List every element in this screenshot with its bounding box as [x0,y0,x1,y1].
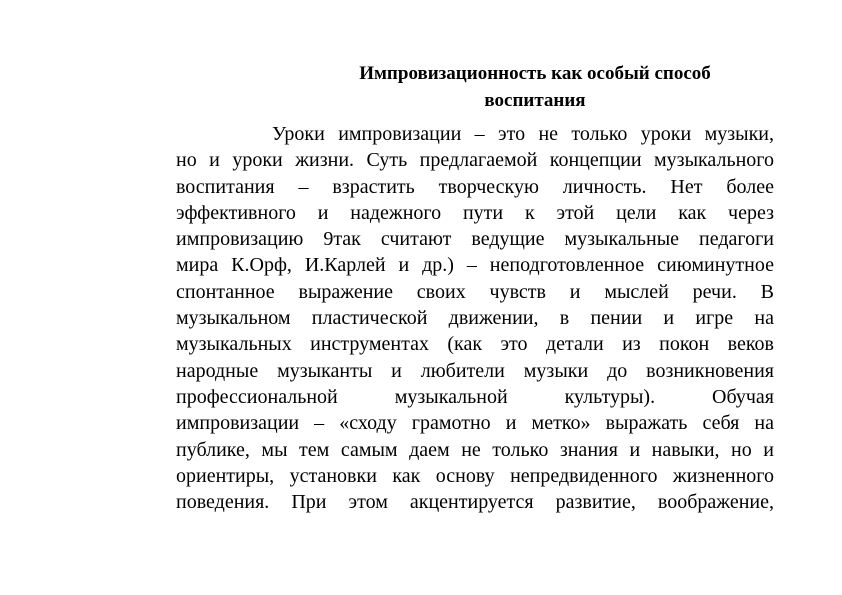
paragraph-line: профессиональной музыкальной культуры). Обучая [176,385,774,408]
paragraph-line: спонтанное выражение своих чувств и мыслей речи. В [176,280,774,303]
paragraph-line: импровизацию 9так считают ведущие музыкальные педагоги [176,228,774,251]
document-title [300,60,770,114]
paragraph-line: воспитания – взрастить творческую личность. Нет более [176,175,774,198]
paragraph-line: эффективного и надежного пути к этой цели как через [176,201,774,224]
title-line-1: Импровизационность как особый способ [359,63,711,84]
paragraph-line: ориентиры, установки как основу непредвиденного жизненного [176,464,774,487]
paragraph-line: Уроки импровизации – это не только уроки музыки, [272,123,774,145]
paragraph-line: музыкальном пластической движении, в пении и игре на [176,307,774,330]
title-line-2: воспитания [484,90,586,111]
paragraph-line: но и уроки жизни. Суть предлагаемой концепции музыкального [176,149,774,172]
paragraph-line: публике, мы тем самым даем не только знания и навыки, но и [176,438,774,461]
paragraph-line: музыкальных инструментах (как это детали из покон веков [176,333,774,356]
paragraph-line: импровизации – «сходу грамотно и метко» выражать себя на [176,412,774,435]
paragraph-line: мира К.Орф, И.Карлей и др.) – неподготовленное сиюминутное [176,254,774,277]
body-paragraph [176,121,774,515]
paragraph-line: народные музыканты и любители музыки до возникновения [176,359,774,382]
paragraph-line: поведения. При этом акцентируется развитие, воображение, [176,491,774,514]
